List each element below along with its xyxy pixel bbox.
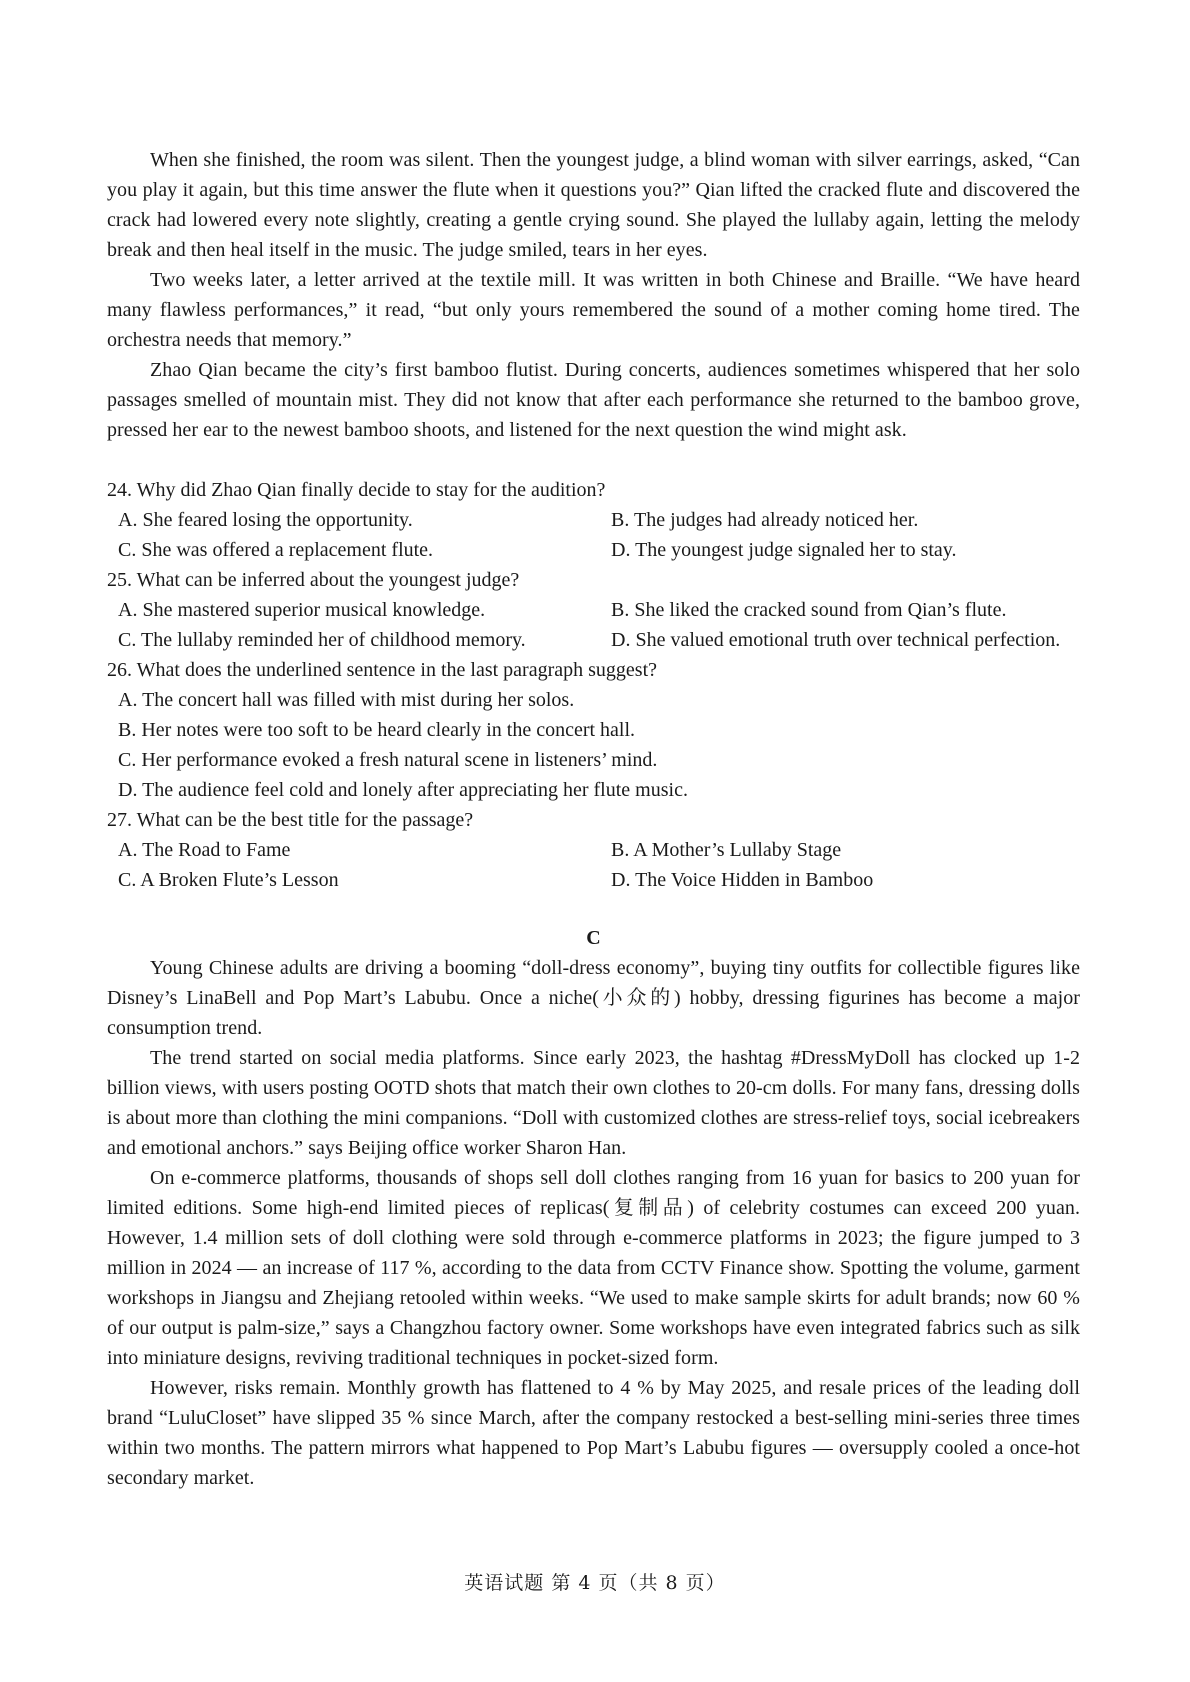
options bbox=[107, 685, 1080, 805]
options bbox=[107, 505, 1080, 565]
option-a: A. The concert hall was filled with mist during her solos. bbox=[118, 689, 575, 711]
option-a: A. The Road to Fame bbox=[118, 839, 291, 861]
passage-c bbox=[107, 953, 1080, 1493]
question-stem: 25. What can be inferred about the youngest judge? bbox=[107, 569, 520, 591]
option-d: D. The youngest judge signaled her to stay. bbox=[611, 539, 957, 561]
paragraph: Young Chinese adults are driving a booming “doll-dress economy”, buying tiny outfits for collectible figures like Disney’s LinaBell and Pop Mart’s Labubu. Once a niche(小众的) hobby, dressing figurines has become a major consumption trend. bbox=[107, 957, 1080, 1039]
question-stem: 27. What can be the best title for the passage? bbox=[107, 809, 474, 831]
paragraph: Zhao Qian became the city’s first bamboo flutist. During concerts, audiences sometimes whispered that her solo passages smelled of mountain mist. They did not know that after each performance she returned to the bamboo grove, pressed her ear to the newest bamboo shoots, and listened for the next question the wind might ask. bbox=[107, 359, 1080, 441]
option-d: D. She valued emotional truth over technical perfection. bbox=[611, 629, 1061, 651]
question-27 bbox=[107, 805, 1080, 895]
paragraph: However, risks remain. Monthly growth has flattened to 4 % by May 2025, and resale prices of the leading doll brand “LuluCloset” have slipped 35 % since March, after the company restocked a best-selling mini-series three times within two months. The pattern mirrors what happened to Pop Mart’s Labubu figures — oversupply cooled a once-hot secondary market. bbox=[107, 1377, 1080, 1489]
options bbox=[107, 835, 1080, 895]
question-stem: 26. What does the underlined sentence in the last paragraph suggest? bbox=[107, 659, 658, 681]
option-c: C. The lullaby reminded her of childhood memory. bbox=[118, 629, 526, 651]
page-footer: 英语试题 第 4 页（共 8 页） bbox=[464, 1572, 726, 1594]
option-b: B. A Mother’s Lullaby Stage bbox=[611, 839, 842, 861]
question-stem: 24. Why did Zhao Qian finally decide to stay for the audition? bbox=[107, 479, 606, 501]
option-b: B. The judges had already noticed her. bbox=[611, 509, 919, 531]
option-d: D. The Voice Hidden in Bamboo bbox=[611, 869, 874, 891]
section-label-c: C bbox=[586, 927, 601, 949]
option-a: A. She mastered superior musical knowledge. bbox=[118, 599, 486, 621]
options bbox=[107, 595, 1080, 655]
question-24 bbox=[107, 475, 1080, 565]
paragraph: Two weeks later, a letter arrived at the textile mill. It was written in both Chinese and Braille. “We have heard many flawless performances,” it read, “but only yours remembered the sound of a mother coming home tired. The orchestra needs that memory.” bbox=[107, 269, 1080, 351]
paragraph: The trend started on social media platforms. Since early 2023, the hashtag #DressMyDoll has clocked up 1-2 billion views, with users posting OOTD shots that match their own clothes to 20-cm dolls. For many fans, dressing dolls is about more than clothing the mini companions. “Doll with customized clothes are stress-relief toys, social icebreakers and emotional anchors.” says Beijing office worker Sharon Han. bbox=[107, 1047, 1080, 1159]
question-26 bbox=[107, 655, 1080, 805]
paragraph: When she finished, the room was silent. Then the youngest judge, a blind woman with silver earrings, asked, “Can you play it again, but this time answer the flute when it questions you?” Qian lifted the cracked flute and discovered the crack had lowered every note slightly, creating a gentle crying sound. She played the lullaby again, letting the melody break and then heal itself in the music. The judge smiled, tears in her eyes. bbox=[107, 149, 1080, 261]
option-b: B. She liked the cracked sound from Qian’s flute. bbox=[611, 599, 1007, 621]
paragraph: On e-commerce platforms, thousands of shops sell doll clothes ranging from 16 yuan for basics to 200 yuan for limited editions. Some high-end limited pieces of replicas(复制品) of celebrity costumes can exceed 200 yuan. However, 1.4 million sets of doll clothing were sold through e-commerce platforms in 2023; the figure jumped to 3 million in 2024 — an increase of 117 %, according to the data from CCTV Finance show. Spotting the volume, garment workshops in Jiangsu and Zhejiang retooled within weeks. “We used to make sample skirts for adult brands; now 60 % of our output is palm-size,” says a Changzhou factory owner. Some workshops have even integrated fabrics such as silk into miniature designs, reviving traditional techniques in pocket-sized form. bbox=[107, 1167, 1080, 1369]
option-b: B. Her notes were too soft to be heard clearly in the concert hall. bbox=[118, 719, 636, 741]
passage-b-end bbox=[107, 145, 1080, 445]
option-c: C. Her performance evoked a fresh natural scene in listeners’ mind. bbox=[118, 749, 658, 771]
option-c: C. A Broken Flute’s Lesson bbox=[118, 869, 339, 891]
exam-page bbox=[107, 145, 1080, 1493]
option-d: D. The audience feel cold and lonely after appreciating her flute music. bbox=[118, 779, 688, 801]
question-25 bbox=[107, 565, 1080, 655]
option-c: C. She was offered a replacement flute. bbox=[118, 539, 434, 561]
option-a: A. She feared losing the opportunity. bbox=[118, 509, 413, 531]
